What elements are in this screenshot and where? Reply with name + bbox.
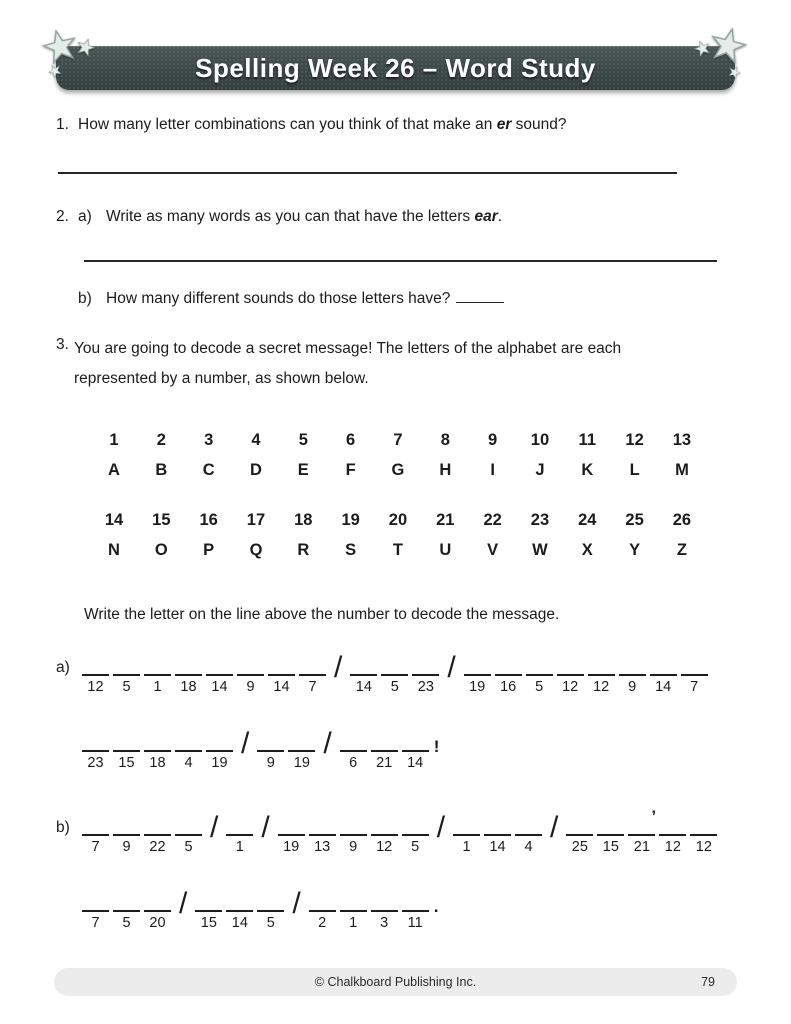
- cipher-number: 13: [314, 839, 331, 855]
- question-3-text: [74, 334, 621, 394]
- decode-cell: [619, 664, 646, 697]
- title-banner: [56, 46, 735, 90]
- cipher-key-letters-row-1: [98, 460, 698, 480]
- answer-blank: [484, 824, 511, 836]
- puzzle-label: a): [56, 659, 70, 676]
- cipher-number: 15: [602, 839, 619, 855]
- question-1-number: 1.: [56, 116, 69, 133]
- question-3: [56, 334, 735, 394]
- cipher-key-cell: 2: [156, 431, 166, 449]
- decode-cell: [175, 740, 202, 773]
- cipher-number: 12: [87, 679, 104, 695]
- decode-cell: [288, 740, 315, 773]
- decode-word-group: [195, 900, 284, 933]
- cipher-key-cell: L: [629, 461, 640, 479]
- answer-blank: [371, 740, 398, 752]
- answer-blank: [299, 664, 326, 676]
- decode-cell: [82, 664, 109, 697]
- word-separator-slash: /: [241, 727, 250, 760]
- answer-blank: [206, 740, 233, 752]
- decode-cell: [113, 664, 140, 697]
- decode-cell: [144, 664, 171, 697]
- page-number: 79: [701, 975, 715, 989]
- decode-cell: [175, 664, 202, 697]
- cipher-number: 18: [149, 755, 166, 771]
- question-2b-text: How many different sounds do those letters have?: [106, 288, 504, 310]
- decode-cell: [464, 664, 491, 697]
- question-2-number: 2.: [56, 208, 69, 225]
- cipher-number: 5: [535, 679, 544, 695]
- decode-cell: [206, 664, 233, 697]
- cipher-number: 14: [489, 839, 506, 855]
- decode-cell: [350, 664, 377, 697]
- puzzle-label: b): [56, 819, 70, 836]
- answer-line-q1: [58, 172, 677, 174]
- answer-blank: [402, 740, 429, 752]
- cipher-key-cell: Z: [676, 541, 687, 559]
- cipher-key-cell: 13: [672, 431, 692, 449]
- decode-cell: [206, 740, 233, 773]
- answer-blank: [371, 900, 398, 912]
- cipher-number: 14: [211, 679, 228, 695]
- decode-cell: [566, 824, 593, 857]
- answer-blank: [557, 664, 584, 676]
- answer-blank: [526, 664, 553, 676]
- cipher-number: 1: [235, 839, 244, 855]
- decode-cell: [681, 664, 708, 697]
- decode-cell: [82, 900, 109, 933]
- answer-blank: [226, 824, 253, 836]
- end-punctuation: .: [433, 897, 439, 916]
- cipher-number: 23: [87, 755, 104, 771]
- cipher-number: 15: [200, 915, 217, 931]
- cipher-number: 1: [153, 679, 162, 695]
- cipher-key-cell: 9: [488, 431, 498, 449]
- question-3-number: 3.: [56, 336, 69, 353]
- cipher-key-cell: 8: [440, 431, 450, 449]
- cipher-number: 18: [180, 679, 197, 695]
- cipher-number: 9: [349, 839, 358, 855]
- end-punctuation: !: [433, 737, 440, 756]
- cipher-key-cell: 23: [530, 511, 550, 529]
- cipher-key-cell: 14: [104, 511, 124, 529]
- decode-cell: [650, 664, 677, 697]
- cipher-key-cell: P: [203, 541, 215, 559]
- answer-blank: [659, 824, 686, 836]
- decode-line: [56, 889, 735, 933]
- answer-blank: [237, 664, 264, 676]
- cipher-number: 19: [293, 755, 310, 771]
- answer-blank: [175, 664, 202, 676]
- answer-blank: [309, 900, 336, 912]
- answer-blank: [82, 664, 109, 676]
- cipher-key-cell: C: [202, 461, 215, 479]
- answer-blank: [650, 664, 677, 676]
- decode-line: [56, 653, 735, 697]
- cipher-number: 9: [246, 679, 255, 695]
- decode-cell: [113, 740, 140, 773]
- cipher-key-cell: S: [345, 541, 357, 559]
- cipher-number: 15: [118, 755, 135, 771]
- cipher-number: 5: [411, 839, 420, 855]
- answer-blank: [195, 900, 222, 912]
- answer-blank: [453, 824, 480, 836]
- question-2a-letter: a): [78, 208, 92, 225]
- cipher-key-numbers-row-2: [98, 510, 698, 530]
- answer-blank: [206, 664, 233, 676]
- cipher-number: 4: [184, 755, 193, 771]
- cipher-key-cell: 12: [625, 431, 644, 449]
- cipher-number: 5: [122, 915, 131, 931]
- answer-blank: [340, 824, 367, 836]
- answer-blank: [144, 664, 171, 676]
- copyright-text: © Chalkboard Publishing Inc.: [314, 975, 477, 989]
- decode-cell: [175, 824, 202, 857]
- cipher-number: 12: [376, 839, 393, 855]
- cipher-key-cell: 4: [251, 431, 261, 449]
- decode-word-group: [226, 824, 253, 857]
- decode-cell: [340, 824, 367, 857]
- decode-cell: [268, 664, 295, 697]
- cipher-number: 14: [231, 915, 248, 931]
- decode-cell: [226, 824, 253, 857]
- decode-line: [56, 729, 735, 773]
- page-title: Spelling Week 26 – Word Study: [195, 52, 596, 83]
- decode-word-group: [309, 900, 429, 933]
- cipher-key-cell: 16: [199, 511, 218, 529]
- cipher-key-cell: K: [581, 461, 594, 479]
- star-icon: [48, 64, 62, 78]
- cipher-key-cell: V: [487, 541, 499, 559]
- cipher-key-letters-row-2: [98, 540, 698, 560]
- answer-blank: [619, 664, 646, 676]
- word-separator-slash: /: [550, 811, 559, 844]
- answer-blank: [144, 824, 171, 836]
- answer-blank: [588, 664, 615, 676]
- answer-blank: [402, 900, 429, 912]
- answer-blank: [82, 740, 109, 752]
- decode-word-group: [82, 824, 202, 857]
- decode-cell: [628, 824, 655, 857]
- cipher-key-cell: 20: [388, 511, 408, 529]
- decode-cell: [402, 824, 429, 857]
- question-3-line2: represented by a number, as shown below.: [74, 370, 369, 387]
- cipher-key-cell: M: [675, 461, 689, 479]
- decode-cell: [484, 824, 511, 857]
- answer-blank: [82, 824, 109, 836]
- question-1-text: How many letter combinations can you think of that make an er sound?: [78, 116, 567, 133]
- decode-cell: [371, 900, 398, 933]
- question-1: [56, 114, 735, 136]
- cipher-key-numbers-row-1: [98, 430, 698, 450]
- word-separator-slash: /: [447, 651, 456, 684]
- cipher-number: 5: [184, 839, 193, 855]
- cipher-number: 25: [571, 839, 588, 855]
- decode-cell: [557, 664, 584, 697]
- decode-instruction: Write the letter on the line above the number to decode the message.: [84, 606, 560, 623]
- word-separator-slash: /: [292, 887, 301, 920]
- answer-blank: [226, 900, 253, 912]
- answer-blank: [278, 824, 305, 836]
- answer-blank: [515, 824, 542, 836]
- decode-word-group: [278, 824, 429, 857]
- answer-blank: [464, 664, 491, 676]
- cipher-key-cell: H: [439, 461, 452, 479]
- answer-blank: [82, 900, 109, 912]
- answer-blank: [288, 740, 315, 752]
- star-icon: [728, 66, 741, 79]
- decode-cell: [340, 900, 367, 933]
- cipher-number: 1: [349, 915, 358, 931]
- word-separator-slash: /: [179, 887, 188, 920]
- cipher-key-cell: 15: [152, 511, 171, 529]
- cipher-key-cell: X: [581, 541, 593, 559]
- cipher-key-cell: G: [391, 461, 405, 479]
- cipher-key-cell: 5: [298, 431, 308, 449]
- question-2a-text: Write as many words as you can that have the letters ear.: [106, 208, 503, 225]
- answer-blank: [175, 740, 202, 752]
- decode-cell: [309, 900, 336, 933]
- cipher-key-cell: Q: [249, 541, 263, 559]
- cipher-number: 11: [407, 915, 423, 931]
- cipher-number: 19: [211, 755, 228, 771]
- decode-cell: [515, 824, 542, 857]
- decode-puzzle-b: [56, 807, 735, 933]
- decode-cell: [690, 824, 717, 857]
- answer-blank: [257, 740, 284, 752]
- cipher-number: 14: [273, 679, 290, 695]
- answer-blank: [350, 664, 377, 676]
- decode-cell: [113, 900, 140, 933]
- answer-blank: [144, 740, 171, 752]
- decode-cell: [257, 740, 284, 773]
- cipher-number: 5: [266, 915, 275, 931]
- cipher-number: 20: [149, 915, 166, 931]
- cipher-key-cell: R: [297, 541, 310, 559]
- question-2b: [56, 288, 735, 310]
- cipher-key-cell: 22: [483, 511, 502, 529]
- cipher-number: 7: [690, 679, 699, 695]
- answer-blank: [566, 824, 593, 836]
- answer-blank: [113, 740, 140, 752]
- cipher-key-cell: 24: [578, 511, 597, 529]
- decode-word-group: [464, 664, 708, 697]
- cipher-key-cell: A: [108, 461, 120, 479]
- star-icon: [42, 29, 78, 65]
- cipher-key-cell: 10: [530, 431, 550, 449]
- cipher-number: 3: [380, 915, 389, 931]
- decode-word-group: [257, 740, 315, 773]
- decode-word-group: [82, 740, 233, 773]
- star-icon: [76, 38, 95, 57]
- cipher-number: 23: [417, 679, 434, 695]
- cipher-key-cell: U: [439, 541, 452, 559]
- cipher-key-cell: 26: [672, 511, 692, 529]
- cipher-number: 4: [524, 839, 533, 855]
- cipher-key-cell: 18: [294, 511, 313, 529]
- cipher-number: 5: [122, 679, 131, 695]
- answer-blank: [309, 824, 336, 836]
- answer-blank: [144, 900, 171, 912]
- decode-line: [56, 807, 735, 857]
- decode-word-group: [566, 807, 717, 857]
- word-separator-slash: /: [334, 651, 343, 684]
- cipher-number: 12: [562, 679, 579, 695]
- decode-cell: [82, 824, 109, 857]
- decode-word-group: [340, 740, 429, 773]
- decode-cell: [371, 824, 398, 857]
- answer-blank: [402, 824, 429, 836]
- cipher-number: 1: [462, 839, 471, 855]
- answer-blank: [681, 664, 708, 676]
- cipher-key-cell: 25: [625, 511, 644, 529]
- cipher-key-cell: 21: [436, 511, 455, 529]
- cipher-key-cell: N: [108, 541, 120, 559]
- cipher-number: 7: [91, 839, 100, 855]
- decode-cell: [195, 900, 222, 933]
- title-banner-wrap: [56, 46, 735, 90]
- cipher-number: 9: [628, 679, 637, 695]
- decode-cell: [257, 900, 284, 933]
- cipher-number: 19: [469, 679, 486, 695]
- decode-word-group: [82, 664, 326, 697]
- cipher-number: 9: [122, 839, 131, 855]
- cipher-key-cell: 7: [393, 431, 403, 449]
- decode-cell: [381, 664, 408, 697]
- decode-cell: [651, 807, 686, 857]
- decode-cell: [453, 824, 480, 857]
- decode-cell: [226, 900, 253, 933]
- decode-cell: [402, 740, 429, 773]
- cipher-key-cell: Y: [629, 541, 641, 559]
- cipher-key-cell: 6: [346, 431, 356, 449]
- answer-blank: [381, 664, 408, 676]
- answer-blank: [257, 900, 284, 912]
- decode-cell: [82, 740, 109, 773]
- cipher-number: 16: [500, 679, 517, 695]
- worksheet-content: [0, 114, 791, 933]
- decode-cell: [340, 740, 367, 773]
- decode-word-group: [82, 900, 171, 933]
- emphasis-ear: ear: [474, 208, 498, 225]
- word-separator-slash: /: [210, 811, 219, 844]
- decode-cell: [495, 664, 522, 697]
- question-2b-letter: b): [78, 290, 92, 307]
- cipher-key-cell: B: [155, 461, 168, 479]
- cipher-key-cell: 1: [109, 431, 119, 449]
- cipher-key-table: [98, 430, 698, 560]
- cipher-key-cell: 3: [204, 431, 214, 449]
- cipher-number: 6: [349, 755, 358, 771]
- cipher-number: 14: [655, 679, 672, 695]
- cipher-number: 7: [91, 915, 100, 931]
- answer-blank: [597, 824, 624, 836]
- decode-cell: [278, 824, 305, 857]
- cipher-number: 21: [633, 839, 650, 855]
- answer-blank: [268, 664, 295, 676]
- cipher-number: 14: [407, 755, 424, 771]
- decode-word-group: [453, 824, 542, 857]
- decode-cell: [402, 900, 429, 933]
- footer-bar: [54, 968, 737, 996]
- answer-blank: [371, 824, 398, 836]
- decode-word-group: [350, 664, 439, 697]
- answer-blank: [340, 740, 367, 752]
- star-icon: [709, 27, 747, 65]
- answer-blank: [690, 824, 717, 836]
- answer-blank: [340, 900, 367, 912]
- cipher-key-cell: E: [297, 461, 309, 479]
- decode-cell: [597, 824, 624, 857]
- cipher-number: 9: [266, 755, 275, 771]
- cipher-key-cell: F: [345, 461, 356, 479]
- cipher-key-cell: 17: [246, 511, 266, 529]
- cipher-key-cell: 11: [578, 431, 596, 449]
- decode-puzzle-a: [56, 653, 735, 773]
- cipher-number: 12: [664, 839, 681, 855]
- decode-cell: [144, 900, 171, 933]
- star-icon: [694, 40, 711, 57]
- question-2a: [56, 206, 735, 228]
- answer-blank: [113, 664, 140, 676]
- cipher-key-cell: O: [154, 541, 168, 559]
- answer-blank-q2b: [456, 289, 504, 303]
- answer-blank: [495, 664, 522, 676]
- answer-blank: [113, 900, 140, 912]
- cipher-number: 22: [149, 839, 166, 855]
- cipher-number: 2: [318, 915, 327, 931]
- answer-line-q2a: [84, 260, 717, 262]
- decode-cell: [588, 664, 615, 697]
- question-3-line1: You are going to decode a secret message! The letters of the alphabet are each: [74, 340, 622, 357]
- cipher-key-cell: W: [532, 541, 548, 559]
- cipher-number: 12: [593, 679, 610, 695]
- decode-cell: [144, 824, 171, 857]
- cipher-number: 12: [695, 839, 712, 855]
- cipher-key-cell: T: [392, 541, 404, 559]
- answer-blank: [113, 824, 140, 836]
- decode-cell: [371, 740, 398, 773]
- decode-cell: [309, 824, 336, 857]
- decode-cell: [299, 664, 326, 697]
- word-separator-slash: /: [436, 811, 446, 844]
- decode-cell: [113, 824, 140, 857]
- cipher-number: 14: [355, 679, 372, 695]
- cipher-number: 5: [390, 679, 399, 695]
- decode-cell: [412, 664, 439, 697]
- decode-cell: [144, 740, 171, 773]
- word-separator-slash: /: [323, 727, 332, 760]
- answer-blank: [175, 824, 202, 836]
- cipher-number: 19: [283, 839, 300, 855]
- answer-blank: [412, 664, 439, 676]
- decode-cell: [526, 664, 553, 697]
- cipher-key-cell: I: [490, 461, 495, 479]
- cipher-number: 7: [308, 679, 317, 695]
- cipher-key-cell: 19: [341, 511, 360, 529]
- apostrophe-mark: ’: [651, 807, 657, 826]
- emphasis-er: er: [496, 116, 512, 133]
- word-separator-slash: /: [261, 811, 270, 844]
- cipher-number: 21: [376, 755, 393, 771]
- decode-cell: [237, 664, 264, 697]
- cipher-key-cell: J: [535, 461, 545, 479]
- cipher-key-cell: D: [250, 461, 262, 479]
